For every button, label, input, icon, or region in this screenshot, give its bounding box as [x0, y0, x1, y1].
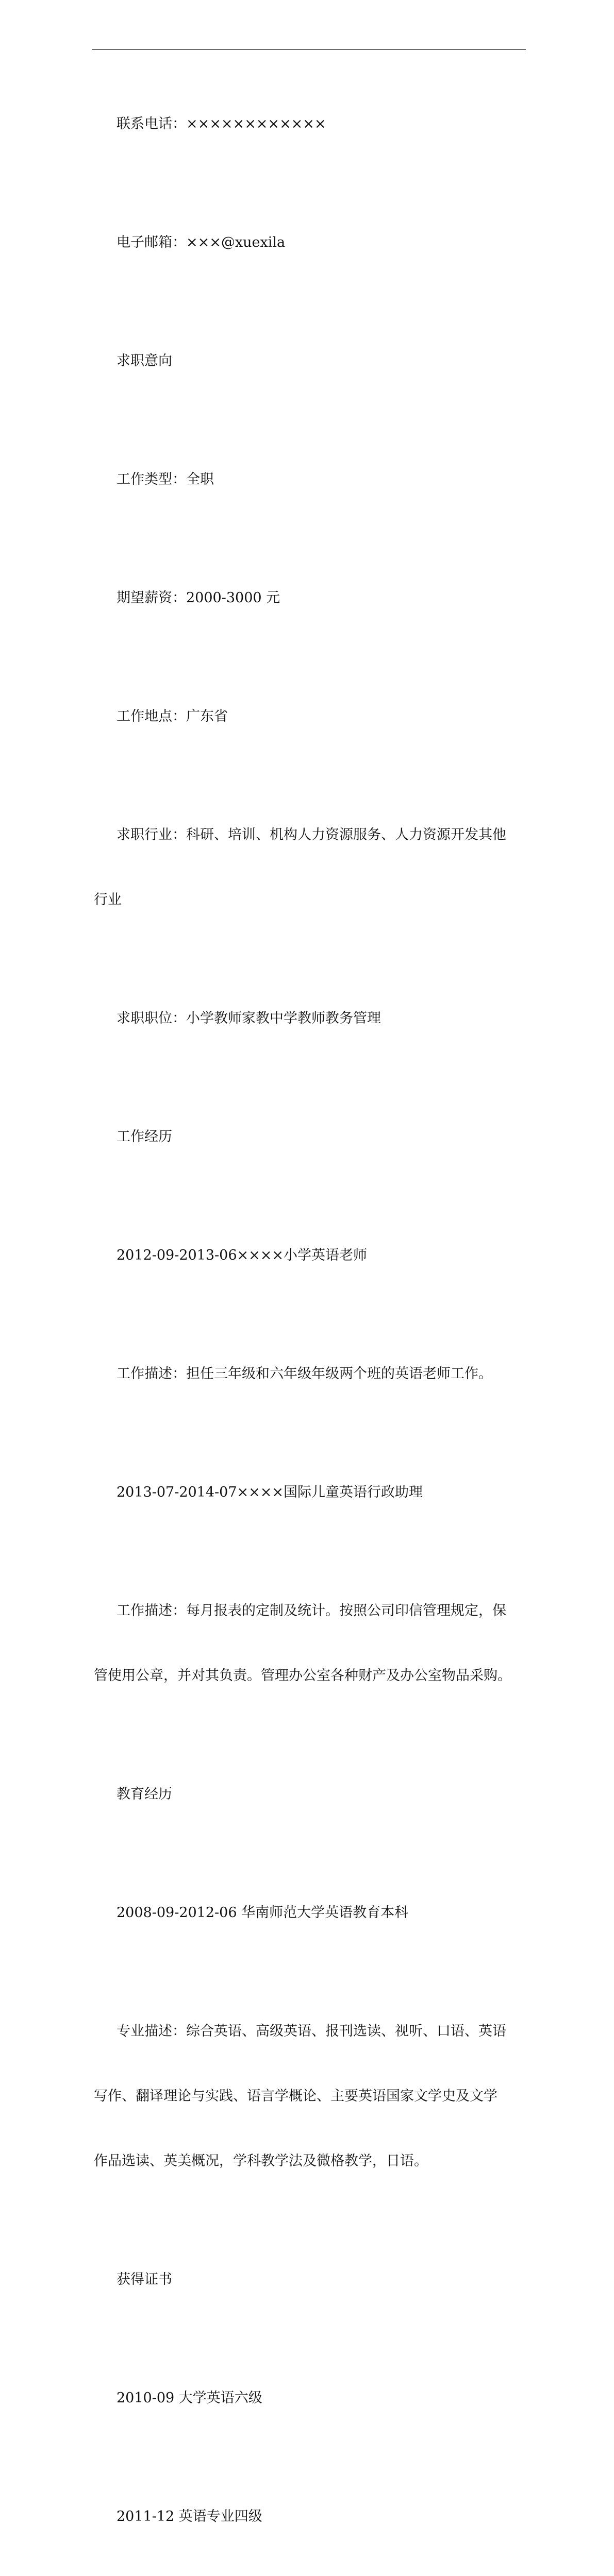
paragraph-line: 工作类型：全职 — [117, 471, 214, 487]
paragraph-line: 管使用公章，并对其负责。管理办公室各种财产及办公室物品采购。 — [94, 1668, 511, 1684]
job-type — [94, 426, 525, 534]
paragraph-line: 教育经历 — [117, 1786, 172, 1802]
work-entry-2 — [94, 1438, 525, 1547]
paragraph-line: 2008-09-2012-06 华南师范大学英语教育本科 — [117, 1905, 409, 1921]
certificate-item — [94, 2344, 525, 2452]
paragraph-line: 2011-12 英语专业四级 — [117, 2509, 262, 2524]
paragraph-line: 专业描述：综合英语、高级英语、报刊选读、视听、口语、英语 — [117, 2023, 506, 2039]
expected-salary — [94, 544, 525, 652]
contact-phone — [94, 70, 525, 178]
work-location — [94, 663, 525, 771]
paragraph-line: 工作地点：广东省 — [117, 708, 228, 724]
paragraph-line: 行业 — [94, 892, 122, 908]
section-heading-work-experience — [94, 1083, 525, 1191]
paragraph-line: 求职职位：小学教师家教中学教师教务管理 — [117, 1010, 381, 1026]
paragraph-line: 2010-09 大学英语六级 — [117, 2390, 262, 2406]
paragraph-line: 2013-07-2014-07××××国际儿童英语行政助理 — [117, 1484, 423, 1500]
work-description-1 — [94, 1320, 525, 1428]
paragraph-line: 工作描述：每月报表的定制及统计。按照公司印信管理规定，保 — [117, 1603, 506, 1619]
work-entry-1 — [94, 1201, 525, 1310]
paragraph-line: 联系电话：×××××××××××× — [117, 116, 326, 132]
header-rule — [92, 49, 526, 50]
paragraph-line: 工作经历 — [117, 1129, 172, 1145]
paragraph-line: 期望薪资：2000-3000 元 — [117, 590, 280, 606]
education-entry — [94, 1859, 525, 1967]
paragraph-line: 工作描述：担任三年级和六年级年级两个班的英语老师工作。 — [117, 1366, 492, 1382]
section-heading-job-intention — [94, 307, 525, 415]
paragraph-line: 获得证书 — [117, 2272, 172, 2287]
work-description-2 — [94, 1557, 525, 1730]
paragraph-line: 求职意向 — [117, 353, 172, 369]
section-heading-education — [94, 1740, 525, 1849]
paragraph-line: 写作、翻译理论与实践、语言学概论、主要英语国家文学史及文学 — [94, 2088, 497, 2104]
paragraph-line: 求职行业：科研、培训、机构人力资源服务、人力资源开发其他 — [117, 827, 506, 843]
paragraph-line: 作品选读、英美概况，学科教学法及微格教学，日语。 — [94, 2153, 428, 2169]
certificate-item — [94, 2463, 525, 2571]
paragraph-line: 电子邮箱：×××@xuexila — [117, 234, 286, 250]
target-position — [94, 964, 525, 1073]
target-industry — [94, 781, 525, 954]
contact-email — [94, 189, 525, 297]
paragraph-line: 2012-09-2013-06××××小学英语老师 — [117, 1247, 367, 1263]
resume-body — [94, 70, 525, 2576]
major-description — [94, 1977, 525, 2215]
section-heading-certificates — [94, 2226, 525, 2334]
